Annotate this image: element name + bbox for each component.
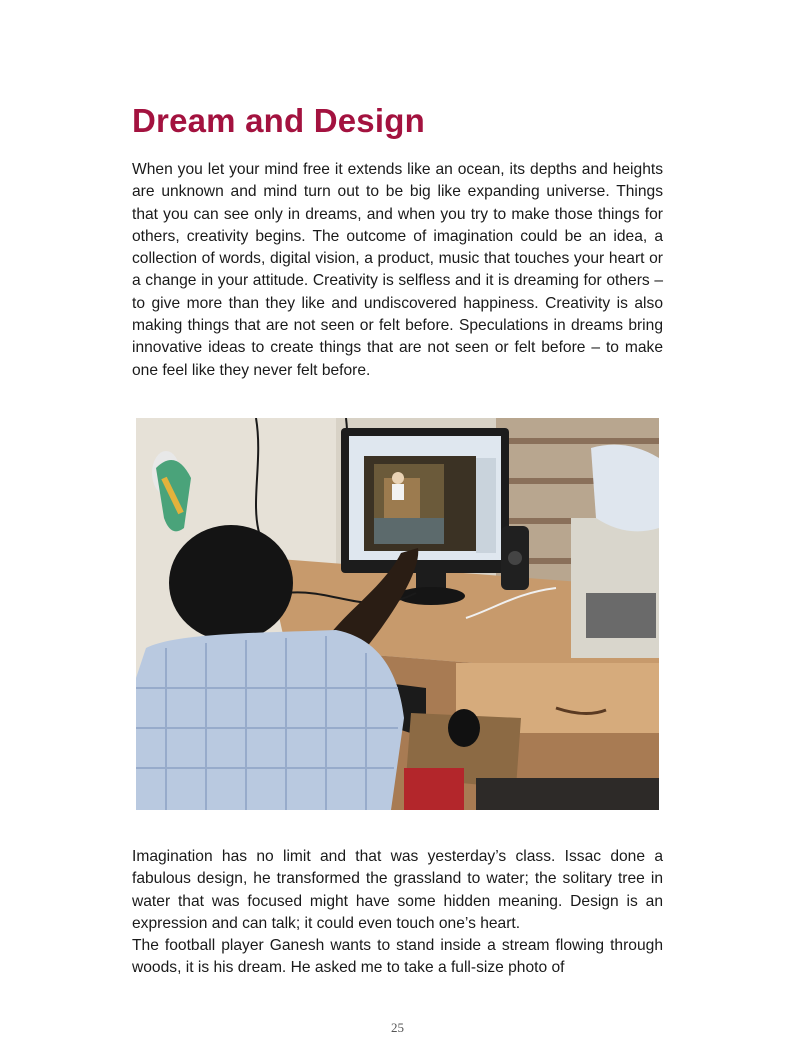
page-title: Dream and Design — [132, 102, 425, 139]
classroom-photo — [136, 418, 659, 810]
page-number: 25 — [391, 1020, 404, 1035]
paragraph-imagination: Imagination has no limit and that was yesterday’s class. Issac done a fabulous design, he transformed the grassland to water; the solitary tree in water that was focused might have some hidden meaning. Design is an expression and can talk; it could even touch one’s heart. — [132, 848, 663, 932]
paragraph-intro: When you let your mind free it extends like an ocean, its depths and heights are unknown and mind turn out to be big like expanding universe. Things that you can see only in dreams, and when you try to make those things for others, creativity begins. The outcome of imagination could be an idea, a collection of words, digital vision, a product, music that touches your heart or a change in your attitude. Creativity is selfless and it is dreaming for others – to give more than they like and undiscovered happiness. Creativity is also making things that are not seen or felt before. Speculations in dreams bring innovative ideas to create things that are not seen or felt before – to make one feel like they never felt before. — [132, 161, 663, 379]
paragraph-football-player: The football player Ganesh wants to stand inside a stream flowing through woods, it is his dream. He asked me to take a full-size photo of — [132, 937, 663, 977]
